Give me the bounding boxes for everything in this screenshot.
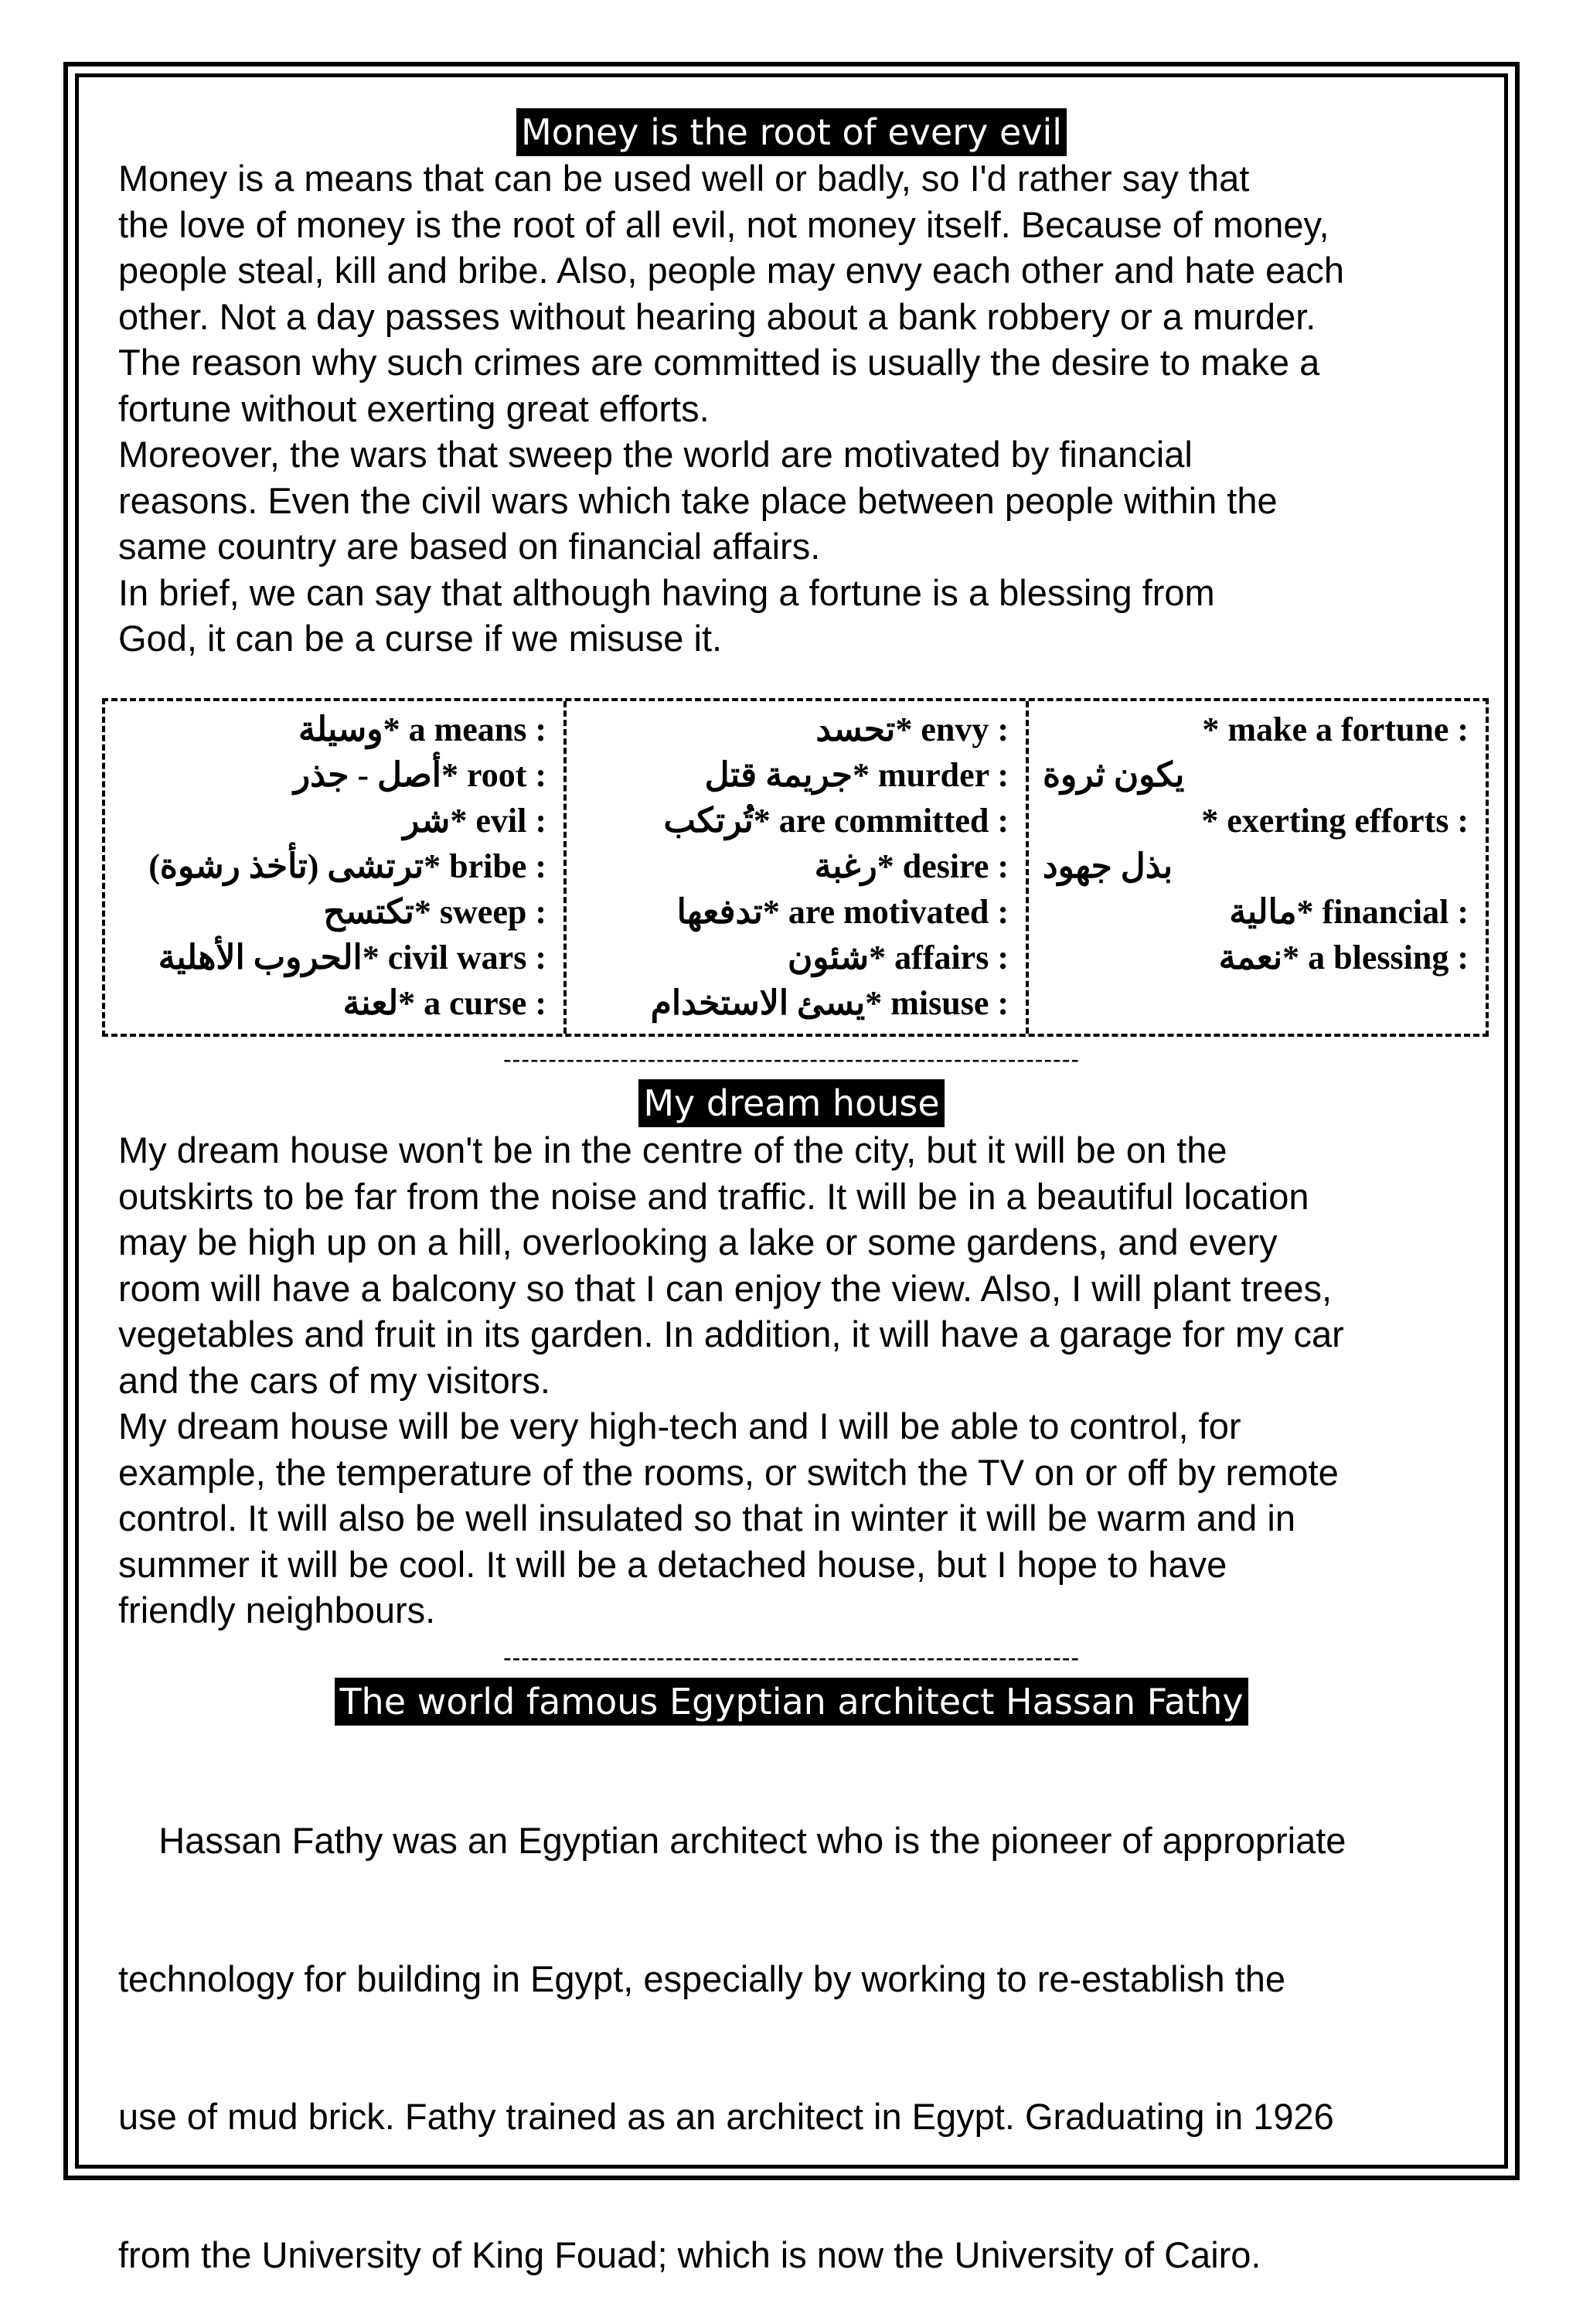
paragraph-line: reasons. Even the civil wars which take place between people within the (118, 479, 1278, 521)
paragraph-line: example, the temperature of the rooms, or switch the TV on or off by remote (118, 1451, 1339, 1493)
section-title-hassan-fathy (0, 1678, 1583, 1726)
dream-house-paragraph (118, 1127, 1479, 1634)
vocab-entry: وسيلة* a means : (298, 710, 546, 748)
paragraph-line: from the University of King Fouad; which is now the University of Cairo. (118, 2234, 1261, 2275)
separator-line: ---------------------------------------------------------------- (503, 1644, 1080, 1671)
section-title-dream-house (0, 1079, 1583, 1127)
separator-line: ---------------------------------------------------------------- (503, 1045, 1080, 1073)
paragraph-line: fortune without exerting great efforts. (118, 387, 710, 429)
paragraph-line: use of mud brick. Fathy trained as an architect in Egypt. Graduating in 1926 (118, 2096, 1334, 2137)
money-title-text: Money is the root of every evil (516, 108, 1067, 156)
paragraph-line: the love of money is the root of all evil, not money itself. Because of money, (118, 203, 1329, 245)
paragraph-line: outskirts to be far from the noise and traffic. It will be in a beautiful location (118, 1175, 1309, 1217)
paragraph-line: and the cars of my visitors. (118, 1359, 550, 1401)
vocab-entry: يسئ الاستخدام* misuse : (650, 984, 1009, 1022)
paragraph-line: control. It will also be well insulated so that in winter it will be warm and in (118, 1498, 1295, 1539)
vocab-entry: تحسد* envy : (815, 710, 1009, 748)
paragraph-line: summer it will be cool. It will be a detached house, but I hope to have (118, 1543, 1227, 1585)
paragraph-line: may be high up on a hill, overlooking a lake or some gardens, and every (118, 1222, 1278, 1263)
paragraph-line: friendly neighbours. (118, 1590, 436, 1631)
vocabulary-column-1 (105, 701, 563, 1034)
paragraph-line: My dream house will be very high-tech and I will be able to control, for (118, 1406, 1241, 1447)
vocab-translation: يكون ثروة (1043, 756, 1185, 794)
vocab-entry: شر* evil : (403, 802, 546, 840)
money-paragraph (118, 155, 1479, 662)
vocab-entry: تكتسح* sweep : (323, 893, 546, 931)
paragraph-line: Money is a means that can be used well or badly, so I'd rather say that (118, 158, 1250, 199)
paragraph-line: room will have a balcony so that I can enjoy the view. Also, I will plant trees, (118, 1267, 1333, 1309)
paragraph-line: Hassan Fathy was an Egyptian architect who is the pioneer of appropriate (118, 1820, 1346, 1861)
dream-house-title-text: My dream house (638, 1079, 944, 1127)
vocab-entry: أصل - جذر* root : (293, 756, 546, 794)
paragraph-line: In brief, we can say that although having a fortune is a blessing from (118, 571, 1215, 613)
vocab-entry: شئون* affairs : (787, 939, 1009, 976)
vocab-entry: جريمة قتل* murder : (704, 756, 1009, 794)
vocab-entry: * make a fortune : (1202, 710, 1469, 748)
paragraph-line: same country are based on financial affairs. (118, 526, 821, 567)
paragraph-line: other. Not a day passes without hearing about a bank robbery or a murder. (118, 295, 1316, 337)
paragraph-line: technology for building in Egypt, especially by working to re-establish the (118, 1958, 1286, 1999)
section-title-money (0, 108, 1583, 156)
hassan-fathy-paragraph (118, 1726, 1479, 2324)
paragraph-line: God, it can be a curse if we misuse it. (118, 618, 723, 659)
paragraph-line: Moreover, the wars that sweep the world are motivated by financial (118, 434, 1193, 475)
vocabulary-box (102, 698, 1489, 1037)
vocab-entry: * exerting efforts : (1201, 802, 1469, 840)
vocabulary-column-3 (1026, 701, 1486, 1034)
paragraph-line: people steal, kill and bribe. Also, people may envy each other and hate each (118, 250, 1344, 291)
vocabulary-column-2 (563, 701, 1029, 1034)
vocab-entry: نعمة* a blessing : (1218, 939, 1469, 976)
vocab-entry: الحروب الأهلية* civil wars : (158, 939, 546, 976)
vocab-entry: لعنة* a curse : (342, 984, 546, 1022)
vocab-entry: تدفعها* are motivated : (676, 893, 1009, 931)
paragraph-line: The reason why such crimes are committed is usually the desire to make a (118, 342, 1320, 383)
vocab-entry: مالية* financial : (1229, 893, 1469, 931)
hassan-fathy-title-text: The world famous Egyptian architect Hassan Fathy (335, 1678, 1248, 1726)
paragraph-line: vegetables and fruit in its garden. In addition, it will have a garage for my car (118, 1314, 1344, 1355)
paragraph-line: My dream house won't be in the centre of the city, but it will be on the (118, 1130, 1227, 1171)
vocab-translation: بذل جهود (1043, 847, 1173, 885)
vocab-entry: (ترتشى (تأخذ رشوة* bribe : (148, 847, 546, 885)
vocab-entry: رغبة* desire : (814, 847, 1009, 885)
vocab-entry: تُرتكب* are committed : (663, 802, 1009, 840)
